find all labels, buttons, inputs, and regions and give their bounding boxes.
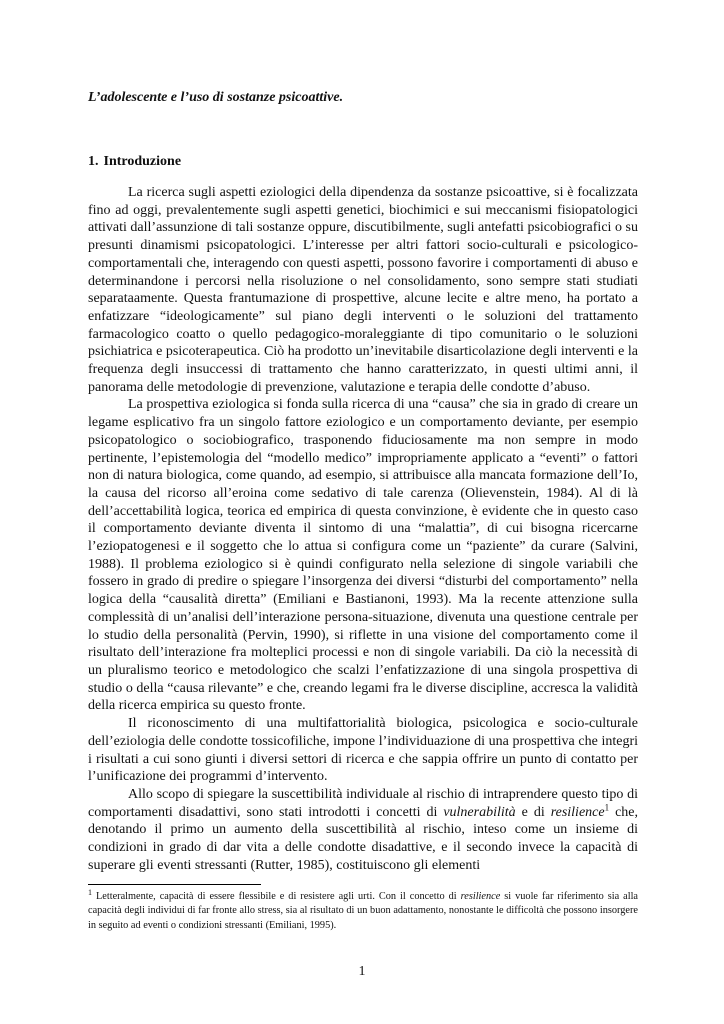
paragraph-1: La ricerca sugli aspetti eziologici della dipendenza da sostanze psicoattive, si è focalizzata fino ad oggi, prevalentemente sugli aspetti genetici, biochimici e sui meccanismi fisiopatologici attivati dall’assunzione di tali sostanze oppure, discutibilmente, sugli antefatti psicobiografici o su presunti dinamismi psicopatologici. L’interesse per altri fattori socio-culturali e psicologico-comportamentali che, interagendo con questi aspetti, possono favorire i comportamenti di abuso e determinandone i percorsi nella risoluzione o nel consolidamento, sono sempre stati studiati separataamente. Questa frantumazione di prospettive, alcune lecite e altre meno, ha portato a enfatizzare “ideologicamente” sul piano degli interventi o le soluzioni del trattamento farmacologico coatto o quello pedagogico-moraleggiante di tipo comunitario o le soluzioni psichiatrica e psicoterapeutica. Ciò ha prodotto un’inevitabile disarticolazione degli interventi e la frequenza degli insuccessi di trattamento che hanno caratterizzato, in questi ultimi anni, il panorama delle metodologie di prevenzione, valutazione e terapia delle condotte d’abuso. [88, 185, 638, 395]
footnote-mark: 1 [88, 887, 92, 897]
paragraph-4-text-a: Allo scopo di spiegare la suscettibilità individuale al rischio di intraprendere questo tipo di comportamenti disadattivi, sono stati introdotti i concetti di [88, 786, 638, 820]
paragraph-4 [88, 786, 638, 875]
section-heading [88, 154, 181, 170]
term-vulnerabilita: vulnerabilità [443, 804, 516, 820]
section-title: Introduzione [103, 154, 182, 169]
section-number: 1. [88, 154, 99, 169]
term-resilience: resilience [550, 804, 605, 820]
paragraph-3: Il riconoscimento di una multifattorialità biologica, psicologica e socio-culturale dell’eziologia delle condotte tossicofiliche, impone l’individuazione di una prospettiva che integri i risultati a cui sono giunti i diversi settori di ricerca e che sappia offrire un punto di contatto per l’unificazione dei programmi d’intervento. [88, 716, 638, 785]
body-text [88, 184, 638, 874]
paragraph-4-text-b: e di [515, 804, 551, 820]
document-title: L’adolescente e l’uso di sostanze psicoattive. [88, 90, 344, 105]
paragraph-2: La prospettiva eziologica si fonda sulla ricerca di una “causa” che sia in grado di creare un legame esplicativo fra un singolo fattore eziologico e un comportamento deviante, per esempio psicopatologico o sociobiografico, trasponendo fiduciosamente ma non sempre in modo pertinente, l’epistemologia del “modello medico” impropriamente applicato a “eventi” o fattori non di natura biologica, come quando, ad esempio, si attribuisce alla mancata formazione dell’Io, la causa del ricorso all’eroina come sedativo di tale carenza (Olievenstein, 1984). Al di là dell’accettabilità logica, teorica ed empirica di questa convinzione, è evidente che in questo caso il comportamento deviante diventa il sintomo di una “malattia”, di cui bisogna ricercarne l’eziopatogenesi e il soggetto che lo attua si configura come un “paziente” da curare (Salvini, 1988). Il problema eziologico si è quindi configurato nella selezione di singole variabili che fossero in grado di predire o spiegare l’insorgenza dei diversi “disturbi del comportamento” nella logica della “causalità diretta” (Emiliani e Bastianoni, 1993). Ma la recente attenzione sulla complessità di un’analisi dell’interazione persona-situazione, divenuta una questione centrale per lo studio della personalità (Pervin, 1990), si riflette in una visione del comportamento come il risultato dell’interazione fra molteplici processi e non di singole variabili. Da ciò la necessità di un pluralismo teorico e metodologico che scalzi l’enfatizzazione di una singola prospettiva di studio o della “causa rilevante” e che, creando legami fra le diverse discipline, accresca la validità della ricerca empirica su questo fronte. [88, 397, 638, 714]
footnote-reference: 1 [604, 801, 610, 812]
page-number: 1 [358, 964, 366, 979]
footnote [88, 887, 638, 933]
paragraph-4-text-c: che, denotando il primo un aumento della suscettibilità al rischio, inteso come un insieme di condizioni in grado di dar vita a delle condotte disadattive, e il secondo invece la capacità di superare gli eventi stressanti (Rutter, 1985), costituiscono gli elementi [88, 804, 638, 873]
footnote-text-b: si vuole far riferimento sia alla capacità degli individui di far fronte allo stress, sia al risultato di un buon adattamento, nonostante le difficoltà che possono insorgere in seguito ad eventi o condizioni stressanti (Emiliani, 1995). [88, 891, 638, 931]
footnote-text-a: Letteralmente, capacità di essere flessibile e di resistere agli urti. Con il concetto di [96, 891, 461, 902]
footnote-separator [88, 884, 261, 885]
footnote-term: resilience [460, 891, 501, 902]
